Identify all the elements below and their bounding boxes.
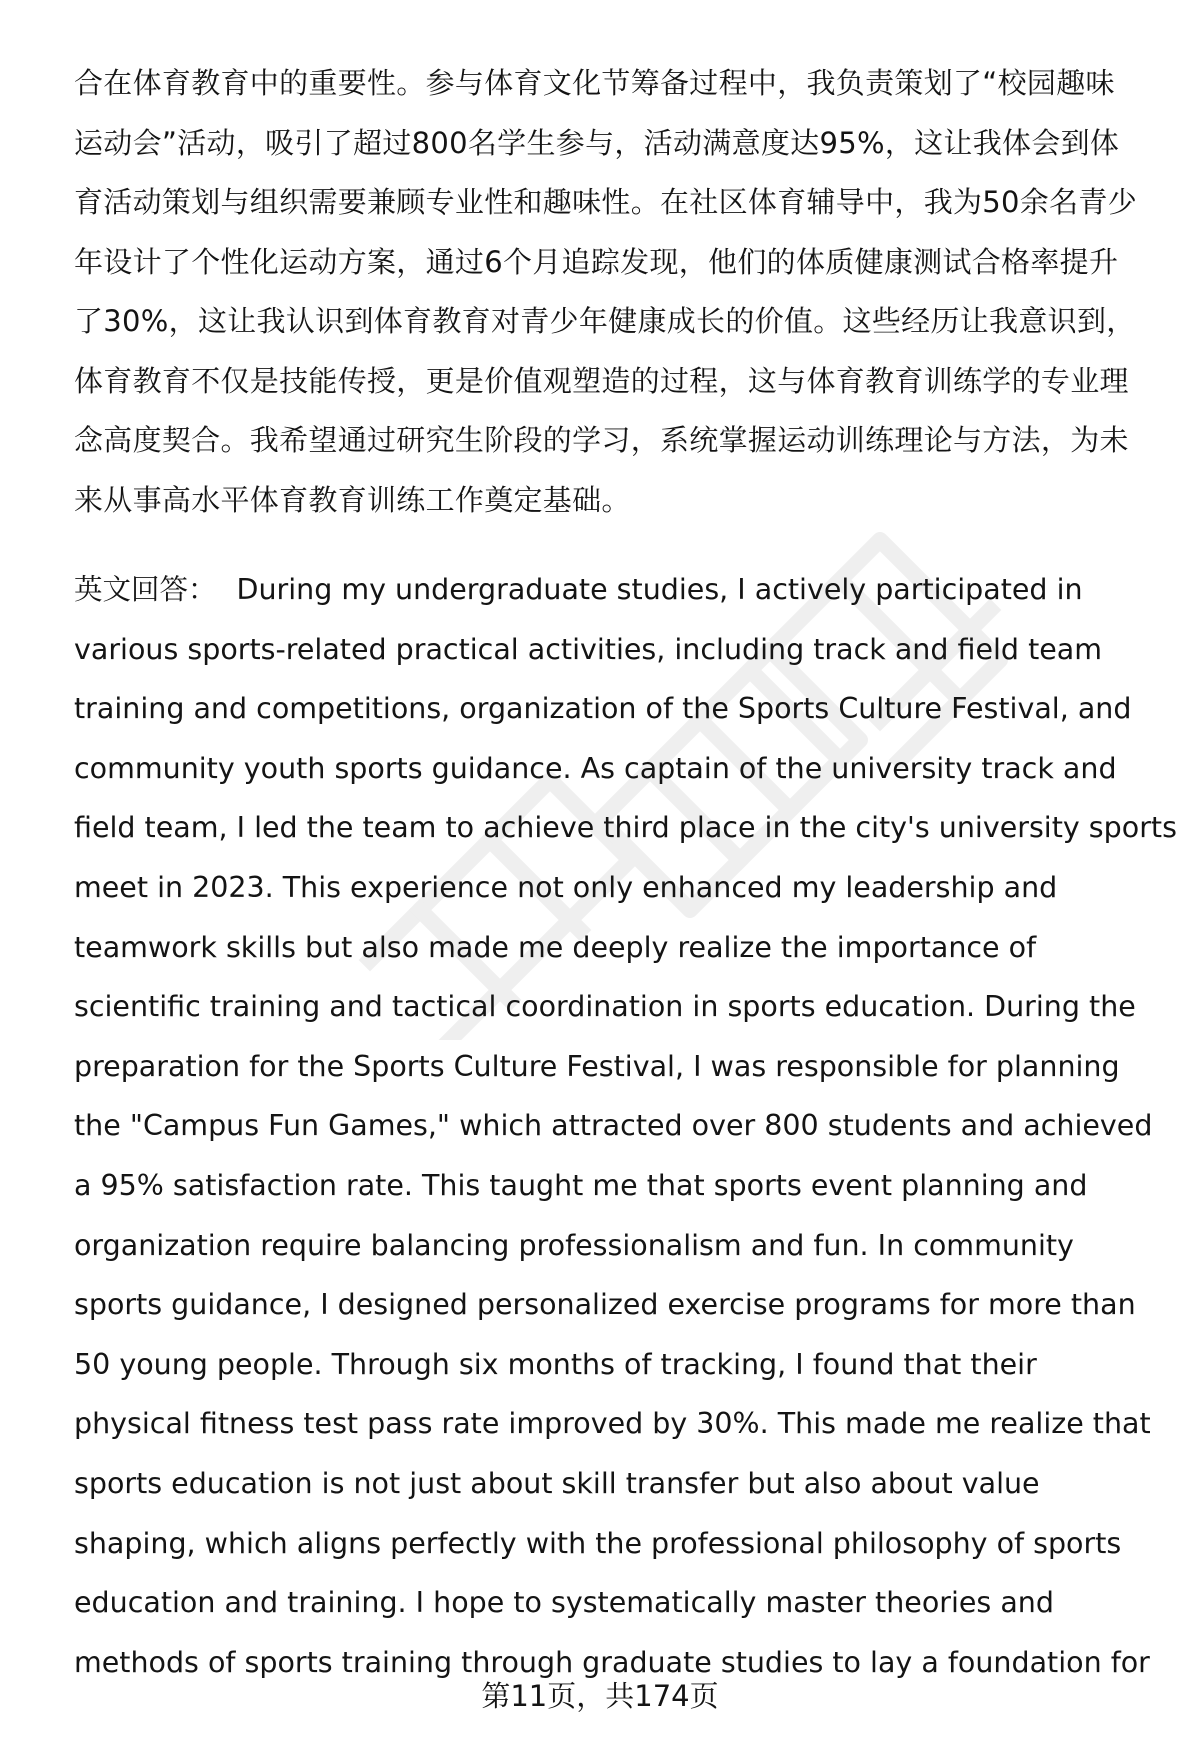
text-line: physical fitness test pass rate improved by 30%. This made me realize that xyxy=(74,1407,1151,1441)
text-line: 来从事高水平体育教育训练工作奠定基础。 xyxy=(74,482,631,517)
chinese-answer-paragraph xyxy=(74,54,1164,530)
text-line: preparation for the Sports Culture Festival, I was responsible for planning xyxy=(74,1049,1120,1083)
text-line: 运动会”活动，吸引了超过800名学生参与，活动满意度达95%，这让我体会到体 xyxy=(74,125,1120,160)
text-line: teamwork skills but also made me deeply realize the importance of xyxy=(74,930,1037,964)
text-line: field team, I led the team to achieve third place in the city's university sports xyxy=(74,811,1177,845)
text-line: shaping, which aligns perfectly with the professional philosophy of sports xyxy=(74,1526,1122,1560)
text-line: meet in 2023. This experience not only enhanced my leadership and xyxy=(74,870,1058,904)
text-line: a 95% satisfaction rate. This taught me that sports event planning and xyxy=(74,1168,1088,1202)
text-line: 合在体育教育中的重要性。参与体育文化节筹备过程中，我负责策划了“校园趣味 xyxy=(74,66,1115,100)
text-line: the "Campus Fun Games," which attracted over 800 students and achieved xyxy=(74,1109,1153,1143)
text-line: education and training. I hope to systematically master theories and xyxy=(74,1586,1054,1620)
text-line: community youth sports guidance. As captain of the university track and xyxy=(74,751,1117,785)
text-line: sports education is not just about skill transfer but also about value xyxy=(74,1466,1040,1500)
text-line: sports guidance, I designed personalized exercise programs for more than xyxy=(74,1288,1136,1322)
english-answer-paragraph xyxy=(74,560,1177,1692)
english-answer-label: 英文回答： xyxy=(74,573,217,606)
text-line: organization require balancing professionalism and fun. In community xyxy=(74,1228,1074,1262)
text-line: 年设计了个性化运动方案，通过6个月追踪发现，他们的体质健康测试合格率提升 xyxy=(74,244,1119,279)
text-line: 体育教育不仅是技能传授，更是价值观塑造的过程，这与体育教育训练学的专业理 xyxy=(74,363,1129,398)
text-line: training and competitions, organization of the Sports Culture Festival, and xyxy=(74,692,1132,726)
text-line: scientific training and tactical coordination in sports education. During the xyxy=(74,990,1136,1024)
text-line: 了30%，这让我认识到体育教育对青少年健康成长的价值。这些经历让我意识到， xyxy=(74,304,1136,338)
text-line: 50 young people. Through six months of tracking, I found that their xyxy=(74,1347,1037,1381)
text-line: 育活动策划与组织需要兼顾专业性和趣味性。在社区体育辅导中，我为50余名青少 xyxy=(74,185,1138,219)
text-line-content: During my undergraduate studies, I actively participated in xyxy=(236,573,1083,606)
text-line: various sports-related practical activities, including track and field team xyxy=(74,632,1103,666)
text-line xyxy=(74,560,1164,620)
document-body xyxy=(74,54,1177,1692)
page-number-footer: 第11页，共174页 xyxy=(481,1679,719,1713)
text-line: 念高度契合。我希望通过研究生阶段的学习，系统掌握运动训练理论与方法，为未 xyxy=(74,423,1129,457)
text-line: methods of sports training through graduate studies to lay a foundation for xyxy=(74,1645,1150,1679)
